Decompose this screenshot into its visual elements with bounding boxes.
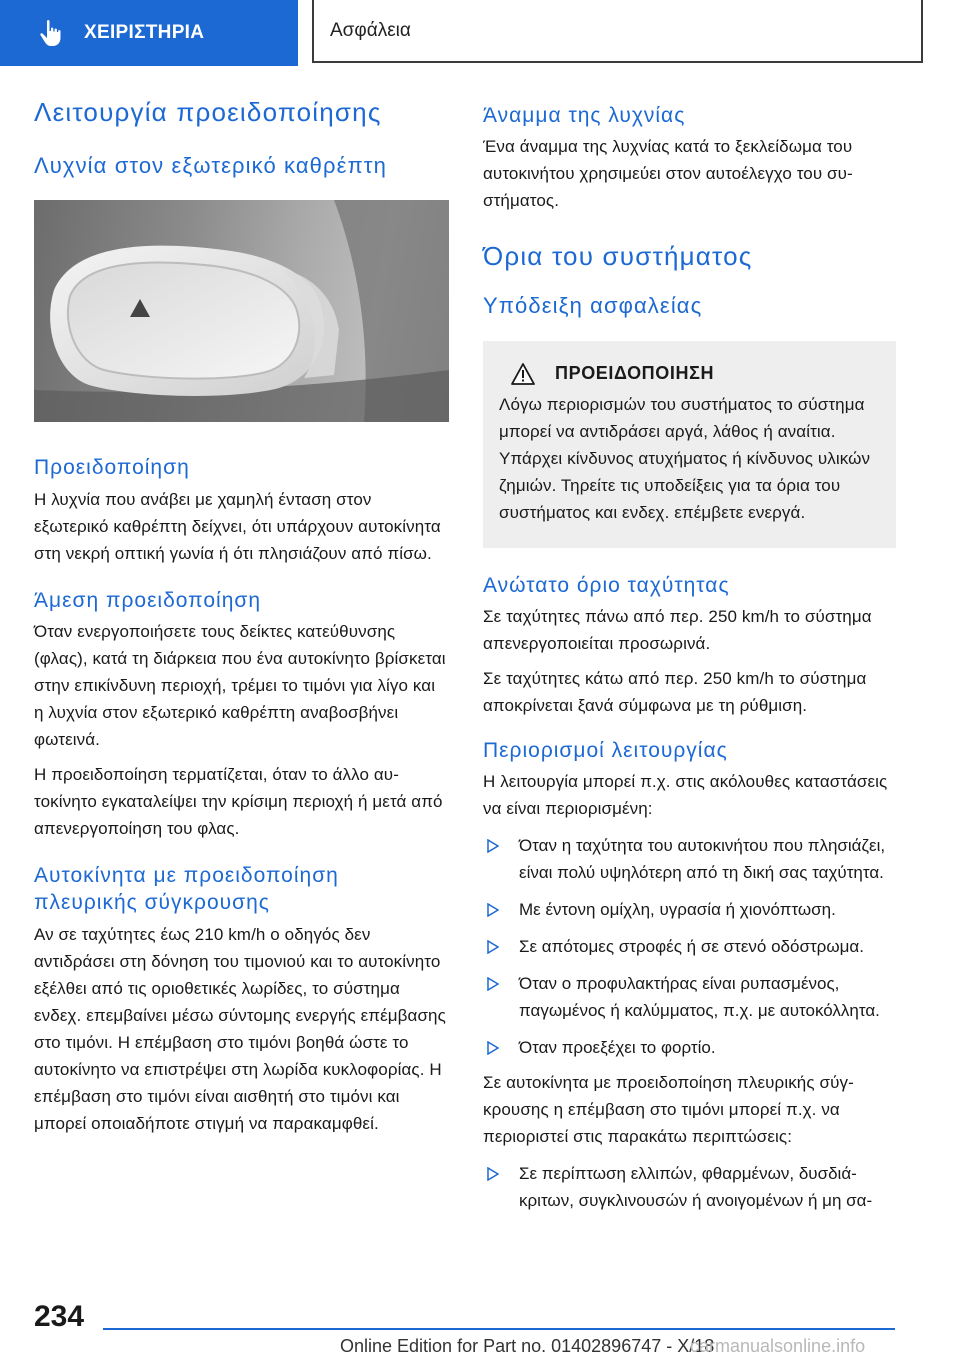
edition-text: Online Edition for Part no. 01402896747 - X/18 [340, 1336, 715, 1356]
watermark: carmanualsonline.info [690, 1336, 866, 1356]
bullet-triangle-icon [487, 977, 499, 991]
heading-mirror-lamp: Λυχνία στον εξωτερικό καθρέπτη [34, 152, 387, 178]
footer-divider [103, 1328, 895, 1330]
tab-safety-label: Ασφάλεια [330, 19, 411, 41]
text-lamp-ignite: Ένα άναμμα της λυχνίας κατά το ξεκλείδωμα του αυτοκινήτου χρησιμεύει στον αυτοέλεγχο του συστήματος. [483, 137, 853, 211]
warning-title: ΠΡΟΕΙΔΟΠΟΙΗΣΗ [555, 363, 715, 384]
tab-controls-label: ΧΕΙΡΙΣΤΗΡΙΑ [84, 22, 205, 43]
bullet-triangle-icon [487, 1167, 499, 1181]
list-item: Σε απότομες στροφές ή σε στενό οδόστρωμα. [483, 933, 896, 960]
warning-triangle-icon [511, 363, 535, 385]
bullet-triangle-icon [487, 940, 499, 954]
page-header [0, 0, 960, 66]
heading-restrictions: Περιορισμοί λειτουργίας [483, 738, 728, 762]
hand-pointer-icon [38, 19, 64, 47]
bullet-triangle-icon [487, 1041, 499, 1055]
bullet-triangle-icon [487, 903, 499, 917]
list-item: Όταν ο προφυλακτήρας είναι ρυπασμένος, παγωμένος ή καλύμματος, π.χ. με αυτοκόλλητα. [483, 970, 896, 1024]
right-column [483, 102, 896, 1214]
heading-warning-function: Λειτουργία προειδοποίησης [34, 97, 382, 127]
text-warning: Η λυχνία που ανάβει με χαμηλή ένταση στον εξωτερικό καθρέπτη δείχνει, ότι υπάρχουν αυτοκίνητα στη νεκρή οπτική γωνία ή ότι πλησιάζουν από πίσω. [34, 489, 441, 563]
list-item: Όταν η ταχύτητα του αυτοκινήτου που πλησιάζει, είναι πολύ υψηλότερη από τη δική σας ταχύτητα. [483, 832, 896, 886]
side-mirror-image [34, 200, 449, 422]
bullet-triangle-icon [487, 839, 499, 853]
text-restrictions: Η λειτουργία μπορεί π.χ. στις ακόλουθες καταστάσεις να είναι περιορισμένη: [483, 772, 888, 819]
heading-side-collision: Αυτοκίνητα με προειδοποίηση πλευρικής σύγκρουσης [34, 863, 339, 915]
text-direct-warning-1: Όταν ενεργοποιήσετε τους δείκτες κατεύθυνσης (φλας), κατά τη διάρκεια που ένα αυτοκίνητο βρίσκεται στην επικίνδυνη περιοχή, τρέμει το τιμόνι για λίγο και η λυχνία στον εξωτερικό καθρέπτη αναβοσβήνει φωτεινά. [34, 621, 446, 749]
heading-speed-limit: Ανώτατο όριο ταχύτητας [483, 573, 730, 597]
heading-lamp-ignite: Άναμμα της λυχνίας [483, 104, 686, 127]
heading-safety-note: Υπόδειξη ασφαλείας [483, 293, 703, 319]
list-item: Με έντονη ομίχλη, υγρασία ή χιονόπτωση. [483, 896, 896, 923]
tab-safety[interactable] [312, 0, 923, 63]
warning-text: Λόγω περιορισμών του συστήματος το σύστημα μπορεί να αντιδράσει αργά, λάθος ή αναίτια. Υπάρχει κίνδυνος ατυχήματος ή κίνδυνος υλικών ζημιών. Τηρείτε τις υποδείξεις για τα όρια του συστήματος και ενδεχ. επέμβετε ενεργά. [499, 394, 871, 522]
heading-warning: Προειδοποίηση [34, 456, 190, 480]
left-column [34, 96, 449, 1137]
restrictions-list [483, 832, 896, 1061]
page-number: 234 [34, 1300, 85, 1333]
list-item: Όταν προεξέχει το φορτίο. [483, 1034, 896, 1061]
text-speed-1: Σε ταχύτητες πάνω από περ. 250 km/h το σύστημα απενεργοποιείται προσωρινά. [483, 606, 872, 653]
text-direct-warning-2: Η προειδοποίηση τερματίζεται, όταν το άλλο αυτοκίνητο εγκαταλείψει την κρίσιμη περιοχή ή μετά από απενεργοποίηση του φλας. [34, 764, 443, 838]
text-speed-2: Σε ταχύτητες κάτω από περ. 250 km/h το σύστημα αποκρίνεται ξανά σύμφωνα με τη ρύθμιση. [483, 668, 867, 715]
heading-direct-warning: Άμεση προειδοποίηση [34, 588, 262, 612]
text-side-collision: Αν σε ταχύτητες έως 210 km/h ο οδηγός δεν αντιδράσει στη δόνηση του τιμονιού και το αυτοκίνητο εξέλθει από τις οριοθετικές λωρίδες, το σύστημα ενδεχ. επεμβαίνει μέσω σύντομης ενεργής επέμβασης στο τιμόνι. Η επέμβαση στο τιμόνι βοηθά ώστε το αυτοκίνητο να επιστρέψει στη λωρίδα κυκλοφορίας. Η επέμβαση στο τιμόνι είναι αισθητή στο τιμόνι και μπορεί οποιαδήποτε στιγμή να παρακαμφθεί. [34, 924, 446, 1133]
tab-controls[interactable] [0, 0, 298, 66]
side-restrictions-list [483, 1160, 896, 1214]
warning-box [483, 341, 896, 548]
heading-system-limits: Όρια του συστήματος [483, 241, 753, 272]
text-side-restrictions: Σε αυτοκίνητα με προειδοποίηση πλευρικής σύγκρουσης η επέμβαση στο τιμόνι μπορεί π.χ. να περιοριστεί στις παρακάτω περιπτώσεις: [483, 1073, 854, 1147]
list-item: Σε περίπτωση ελλιπών, φθαρμένων, δυσδιάκριτων, συγκλινουσών ή ανοιγομένων ή μη σα- [483, 1160, 896, 1214]
mirror-illustration [34, 200, 449, 422]
